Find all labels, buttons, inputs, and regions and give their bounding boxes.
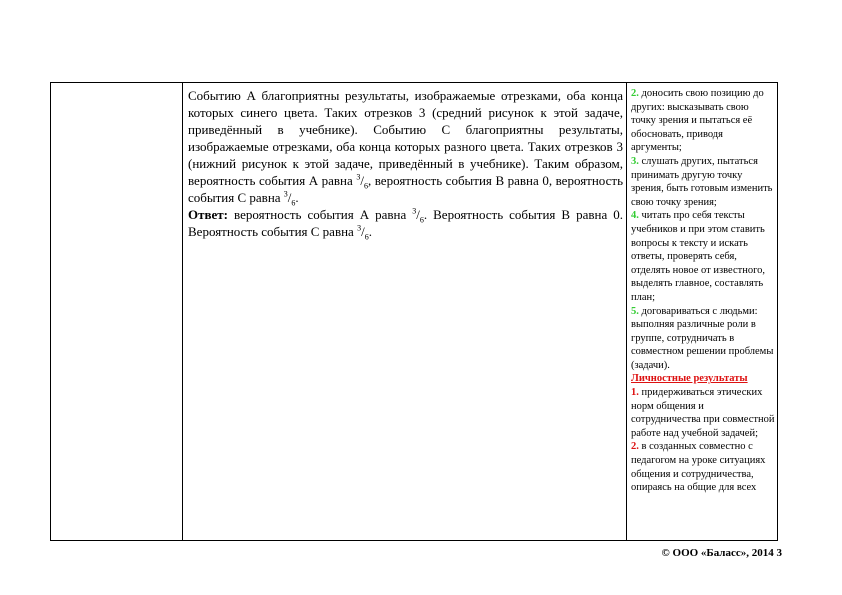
content-table <box>50 82 778 541</box>
list-item: 2. в созданных совместно с педагогом на уроке ситуациях общения и сотрудничества, опираясь на общие для всех <box>631 441 766 494</box>
answer-fraction-a: $^3/_6$ <box>412 206 424 225</box>
list-item: 1. придерживаться этических норм общения и сотрудничества при совместной работе над учебной задачей; <box>631 387 775 439</box>
answer-fraction-c: $^3/_6$ <box>357 223 369 242</box>
table-column-results <box>627 83 777 540</box>
table-column-solution <box>183 83 627 540</box>
answer-label: Ответ: <box>188 207 229 222</box>
fraction-a: $^3/_6$ <box>356 172 368 191</box>
page-number: 3 <box>776 547 782 559</box>
list-item: 3. слушать других, пытаться принимать другую точку зрения, быть готовым изменить свою точку зрения; <box>631 155 773 208</box>
answer-part-1: вероятность события А равна <box>234 207 407 222</box>
solution-part-2: , вероятность события В равна 0, вероятность события С равна <box>188 173 624 205</box>
page-footer <box>662 547 782 559</box>
solution-part-1: Событию А благоприятны результаты, изображаемые отрезками, оба конца которых синего цвета. Таких отрезков 3 (средний рисунок к этой задаче, приведённый в учебнике). Событию С благоприятны результаты, изображаемые отрезками, оба конца которых разного цвета. Таких отрезков 3 (нижний рисунок к этой задаче, приведённый в учебнике). Таким образом, вероятность события А равна <box>188 88 623 188</box>
copyright-text: © ООО «Баласс», 2014 <box>661 547 774 559</box>
table-column-empty <box>51 83 183 540</box>
answer-part-2: . Вероятность события В равна 0. Вероятность события С равна <box>188 207 623 239</box>
list-item: 5. договариваться с людьми: выполняя различные роли в группе, сотрудничать в совместном решении проблемы (задачи). <box>631 305 774 371</box>
personal-results-heading: Личностные результаты <box>631 373 748 385</box>
fraction-c: $^3/_6$ <box>283 189 296 208</box>
list-item: 2. доносить свою позицию до других: высказывать свою точку зрения и пытаться её обосновать, приводя аргументы; <box>631 88 764 154</box>
solution-text: Событию А благоприятны результаты, изображаемые отрезками, оба конца которых синего цвета. Таких отрезков 3 (средний рисунок к этой задаче, приведённый в учебнике). Событию С благоприятны результаты, изображаемые отрезками, оба конца которых разного цвета. Таких отрезков 3 (нижний рисунок к этой задаче, приведённый в учебнике). Таким образом, вероятность события А равна $^3/_6$, вероятность события В равна 0, вероятность события С равна $^3/_6$. Ответ: вероятность события А равна $^3/_6$. Вероятность события В равна 0. Вероятность события С равна $^3/_6$. <box>188 88 624 242</box>
list-item: 4. читать про себя тексты учебников и при этом ставить вопросы к тексту и искать ответы, проверять себя, отделять новое от известного, выделять главное, составлять план; <box>631 210 766 303</box>
